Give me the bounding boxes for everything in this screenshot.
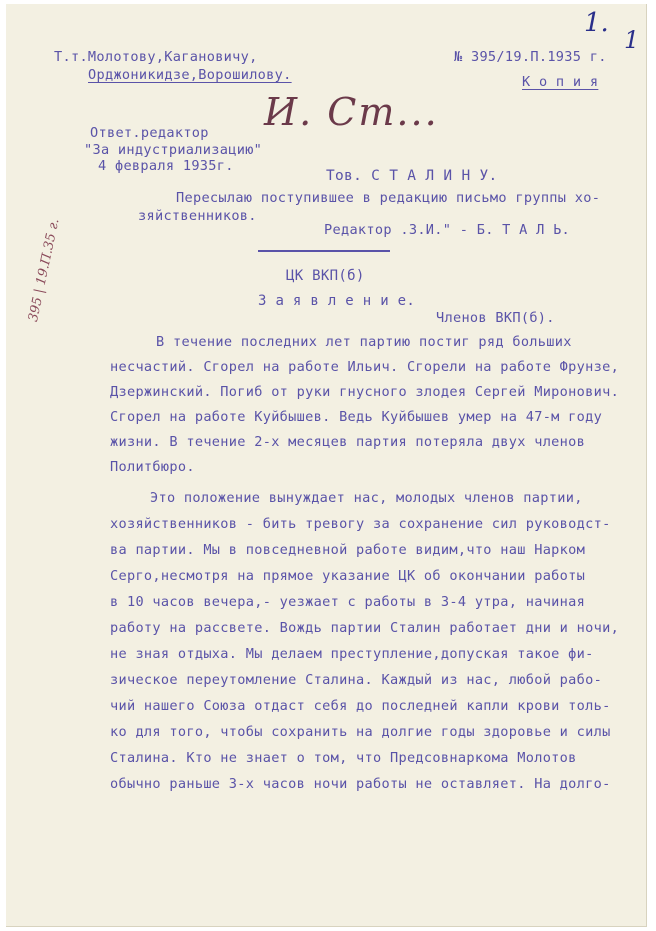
cover-letter-signature: Редактор .З.И." - Б. Т А Л Ь. xyxy=(324,222,571,238)
statement-from: Членов ВКП(б). xyxy=(436,310,555,326)
cover-letter-body-line-2: зяйственников. xyxy=(138,208,257,224)
statement-line: работу на рассвете. Вождь партии Сталин работает дни и ночи, xyxy=(110,620,620,636)
copy-mark: К о п и я xyxy=(522,74,599,90)
addressee-line-2: Орджоникидзе,Ворошилову. xyxy=(88,67,292,83)
statement-line: жизни. В течение 2-х месяцев партия потеряла двух членов xyxy=(110,434,586,450)
statement-line: в 10 часов вечера,- уезжает с работы в 3-4 утра, начиная xyxy=(110,594,586,610)
margin-note: 395 | 19.П.35 г. xyxy=(26,217,63,324)
cover-letter-body-line-1: Пересылаю поступившее в редакцию письмо группы хо- xyxy=(176,190,601,206)
page-mark-1: 1. xyxy=(584,8,609,38)
statement-line: ко для того, чтобы сохранить на долгие годы здоровье и силы xyxy=(110,724,611,740)
statement-line: В течение последних лет партию постиг ряд больших xyxy=(156,334,572,350)
statement-line: Сгорел на работе Куйбышев. Ведь Куйбышев умер на 47-м году xyxy=(110,409,603,425)
statement-line: Серго,несмотря на прямое указание ЦК об окончании работы xyxy=(110,568,586,584)
statement-line: Политбюро. xyxy=(110,459,195,475)
document-page xyxy=(6,4,647,927)
sender-line-1: Ответ.редактор xyxy=(90,125,209,141)
statement-line: ва партии. Мы в повседневной работе видим,что наш Нарком xyxy=(110,542,586,558)
statement-line: хозяйственников - бить тревогу за сохранение сил руководст- xyxy=(110,516,611,532)
sender-line-2: "За индустриализацию" xyxy=(84,142,263,158)
handwritten-signature: И. Ст... xyxy=(264,90,439,134)
statement-org: ЦК ВКП(б) xyxy=(286,268,365,284)
statement-line: Это положение вынуждает нас, молодых членов партии, xyxy=(150,490,583,506)
cover-letter-addressee: Тов. С Т А Л И Н У. xyxy=(326,168,498,184)
statement-title: З а я в л е н и е. xyxy=(258,293,416,309)
separator-line xyxy=(258,250,390,252)
statement-line: Дзержинский. Погиб от руки гнусного злодея Сергей Миронович. xyxy=(110,384,620,400)
statement-line: зическое переутомление Сталина. Каждый из нас, любой рабо- xyxy=(110,672,603,688)
document-number: № 395/19.П.1935 г. xyxy=(454,49,607,65)
statement-line: чий нашего Союза отдаст себя до последней капли крови толь- xyxy=(110,698,611,714)
statement-line: Сталина. Кто не знает о том, что Предсовнаркома Молотов xyxy=(110,750,577,766)
statement-line: не зная отдыха. Мы делаем преступление,допуская такое фи- xyxy=(110,646,594,662)
sender-line-3: 4 февраля 1935г. xyxy=(98,158,234,174)
addressee-line-1: Т.т.Молотову,Кагановичу, xyxy=(54,49,258,65)
page-mark-2: 1 xyxy=(624,26,640,54)
statement-line: обычно раньше 3-х часов ночи работы не оставляет. На долго- xyxy=(110,776,611,792)
statement-line: несчастий. Сгорел на работе Ильич. Сгорели на работе Фрунзе, xyxy=(110,359,620,375)
